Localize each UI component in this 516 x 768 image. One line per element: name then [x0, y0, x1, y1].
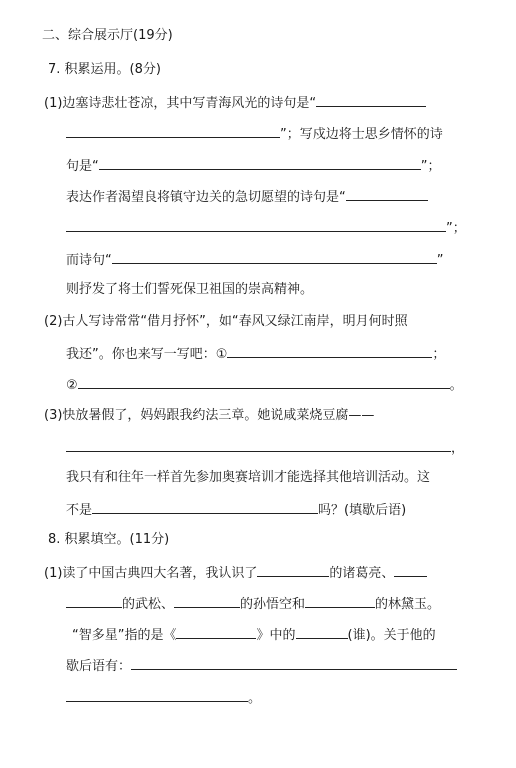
q7-3-suffix: 吗？(填歇后语) [318, 503, 407, 518]
blank-moon-2[interactable] [78, 375, 450, 389]
q8-1-prompt-xiehouyu: 歇后语有： [66, 659, 132, 674]
blank-sunwukong[interactable] [174, 594, 240, 608]
q7-3-label: 不是 [66, 503, 93, 518]
q7-1-punct-1: ”； [420, 159, 441, 174]
q8-1-label-daiyu: 的林黛玉。 [375, 597, 441, 612]
q8-1-line-3 [72, 625, 436, 645]
q7-2-line-3 [66, 375, 463, 395]
blank-who[interactable] [296, 625, 348, 639]
blank-idiom-answer[interactable] [66, 438, 451, 452]
q7-2-punct-1: ； [432, 347, 446, 362]
blank-wusong-2[interactable] [66, 594, 122, 608]
q7-2-line-2 [66, 344, 445, 364]
blank-xiehouyu[interactable] [92, 500, 318, 514]
q7-1-punct-3: ” [436, 253, 444, 268]
q7-3-punct-1: ， [451, 441, 465, 456]
blank-qinghai-1[interactable] [316, 93, 426, 107]
q8-1-prompt: (1)读了中国古典四大名著，我认识了 [44, 566, 258, 581]
blank-general-2[interactable] [66, 218, 446, 232]
q7-2-punct-2: 。 [449, 378, 463, 393]
blank-zhuge[interactable] [257, 563, 329, 577]
q8-title: 8. 积累填空。(11分) [48, 532, 170, 547]
blank-moon-1[interactable] [227, 344, 432, 358]
q8-1-label-wusong: 的武松、 [122, 597, 175, 612]
q7-1-label-poem: 而诗句“ [66, 253, 112, 268]
blank-patriot[interactable] [112, 250, 437, 264]
q7-3-line-1: (3)快放暑假了，妈妈跟我约法三章。她说咸菜烧豆腐—— [44, 408, 375, 423]
q7-1-line-3 [66, 156, 441, 176]
q8-1-label-book: 》中的 [256, 628, 296, 643]
blank-homesick[interactable] [99, 156, 421, 170]
blank-wusong-1[interactable] [394, 563, 427, 577]
blank-xiehouyu-2[interactable] [66, 688, 248, 702]
blank-qinghai-2[interactable] [66, 124, 280, 138]
q7-2-label-2: ② [66, 378, 78, 393]
q7-3-line-3: 我只有和往年一样首先参加奥赛培训才能选择其他培训活动。这 [66, 470, 431, 485]
q7-1-prompt-homesick: ”；写戍边将士思乡情怀的诗 [280, 127, 443, 142]
q8-1-line-1 [44, 563, 427, 583]
q8-1-prompt-zhiduoxing: “智多星”指的是《 [72, 628, 177, 643]
q7-1-prompt-qinghai: (1)边塞诗悲壮苍凉，其中写青海风光的诗句是“ [44, 96, 317, 111]
q8-1-label-who: (谁)。关于他的 [347, 628, 436, 643]
q8-1-line-4 [66, 656, 457, 676]
blank-book[interactable] [176, 625, 256, 639]
q7-1-punct-2: ”； [446, 221, 466, 236]
q7-2-prompt: 我还”。你也来写一写吧：① [66, 347, 228, 362]
q8-1-label-zhuge: 的诸葛亮、 [329, 566, 395, 581]
q7-1-prompt-general: 表达作者渴望良将镇守边关的急切愿望的诗句是“ [66, 190, 346, 205]
q7-1-line-4 [66, 187, 428, 207]
q7-1-line-5 [66, 218, 466, 238]
blank-daiyu[interactable] [305, 594, 375, 608]
q8-1-label-sunwukong: 的孙悟空和 [240, 597, 306, 612]
blank-general-1[interactable] [346, 187, 428, 201]
q7-1-line-6 [66, 250, 444, 270]
blank-xiehouyu-1[interactable] [131, 656, 457, 670]
q7-2-line-1: (2)古人写诗常常“借月抒怀”，如“春风又绿江南岸，明月何时照 [44, 314, 408, 329]
q7-1-label-ju: 句是“ [66, 159, 99, 174]
q7-title: 7. 积累运用。(8分) [48, 62, 161, 77]
q8-1-line-5 [66, 688, 261, 708]
q7-1-line-2 [66, 124, 443, 144]
q7-3-line-4 [66, 500, 406, 520]
section-title: 二、综合展示厅(19分) [42, 28, 173, 43]
q7-1-line-1 [44, 93, 426, 113]
q8-1-punct-end: 。 [248, 691, 262, 706]
q7-3-line-2 [66, 438, 464, 458]
q7-1-line-7: 则抒发了将士们誓死保卫祖国的崇高精神。 [66, 282, 314, 297]
q8-1-line-2 [66, 594, 440, 614]
